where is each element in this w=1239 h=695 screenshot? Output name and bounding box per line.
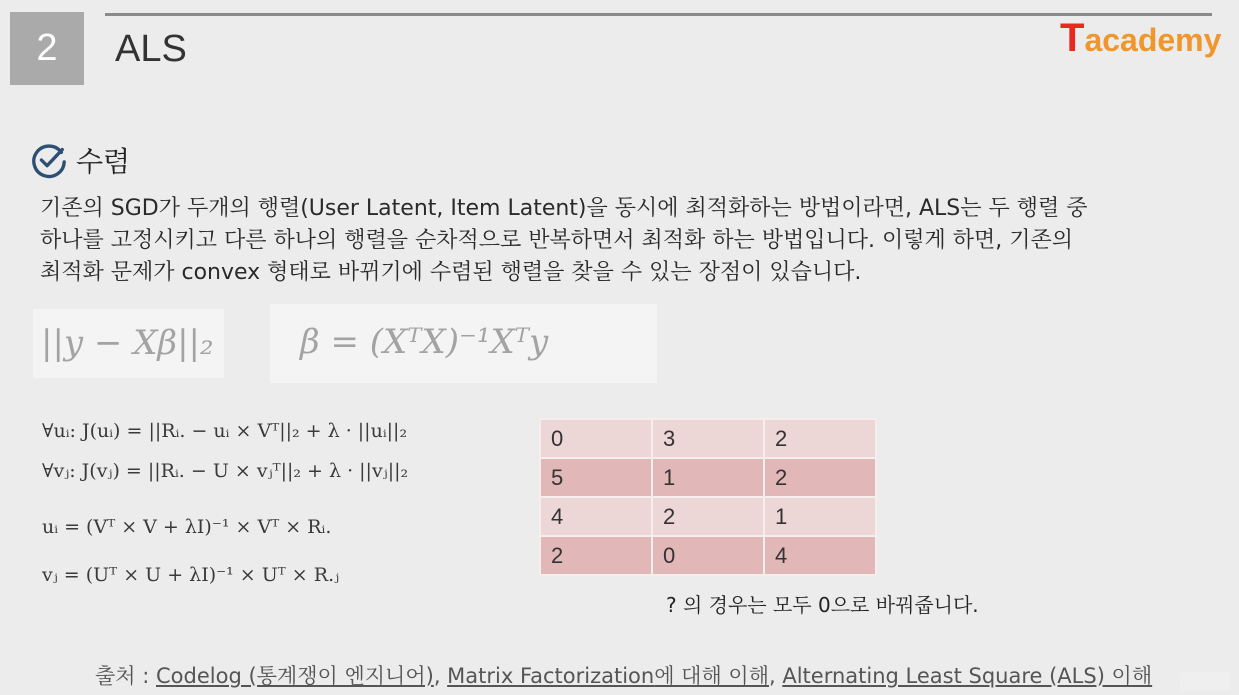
table-row xyxy=(540,419,876,458)
matrix-cell: 5 xyxy=(540,458,652,497)
paragraph-line: 기존의 SGD가 두개의 행렬(User Latent, Item Latent)을 동시에 최적화하는 방법이라면, ALS는 두 행렬 중 xyxy=(40,196,1088,221)
cost-function-u: ∀uᵢ: J(uᵢ) = ||Rᵢ. − uᵢ × Vᵀ||₂ + λ · ||uᵢ||₂ xyxy=(42,420,408,442)
matrix-cell: 0 xyxy=(652,536,764,575)
matrix-cell: 3 xyxy=(652,419,764,458)
section-title: 수렴 xyxy=(76,145,131,178)
source-link-codelog[interactable]: Codelog (통계쟁이 엔지니어) xyxy=(156,664,434,688)
matrix-cell: 2 xyxy=(764,419,876,458)
table-row xyxy=(540,536,876,575)
matrix-cell: 0 xyxy=(540,419,652,458)
section-heading xyxy=(30,140,130,180)
corner-badge xyxy=(1180,672,1230,690)
matrix-cell: 2 xyxy=(652,497,764,536)
description-paragraph xyxy=(40,193,1220,289)
matrix-cell: 2 xyxy=(540,536,652,575)
norm-equation-box xyxy=(33,309,224,378)
source-link-mf-suffix[interactable]: 에 대해 이해 xyxy=(654,664,769,688)
source-citation xyxy=(95,660,1152,690)
check-circle-icon xyxy=(30,141,68,179)
update-rule-u: uᵢ = (Vᵀ × V + λI)⁻¹ × Vᵀ × Rᵢ. xyxy=(42,516,332,538)
logo-text: academy xyxy=(1084,22,1222,58)
slide-number: 2 xyxy=(10,12,84,85)
top-divider xyxy=(105,13,1212,16)
matrix-cell: 1 xyxy=(652,458,764,497)
table-row xyxy=(540,497,876,536)
source-link-mf[interactable]: Matrix Factorization xyxy=(447,664,655,688)
tacademy-logo xyxy=(1060,16,1221,61)
cost-function-v: ∀vⱼ: J(vⱼ) = ||Rᵢ. − U × vⱼᵀ||₂ + λ · ||vⱼ||₂ xyxy=(42,460,409,482)
matrix-cell: 4 xyxy=(540,497,652,536)
matrix-note: ? 의 경우는 모두 0으로 바꿔줍니다. xyxy=(666,593,979,617)
solution-equation-box xyxy=(270,304,657,383)
slide-title: ALS xyxy=(115,28,187,70)
source-separator: , xyxy=(433,664,448,688)
paragraph-line: 최적화 문제가 convex 형태로 바뀌기에 수렴된 행렬을 찾을 수 있는 장점이 있습니다. xyxy=(40,260,862,285)
source-separator: , xyxy=(768,664,783,688)
source-link-als[interactable]: Alternating Least Square (ALS) 이해 xyxy=(782,664,1153,688)
matrix-cell: 4 xyxy=(764,536,876,575)
matrix-cell: 2 xyxy=(764,458,876,497)
matrix-cell: 1 xyxy=(764,497,876,536)
paragraph-line: 하나를 고정시키고 다른 하나의 행렬을 순차적으로 반복하면서 최적화 하는 방법입니다. 이렇게 하면, 기존의 xyxy=(40,228,1073,253)
update-rule-v: vⱼ = (Uᵀ × U + λI)⁻¹ × Uᵀ × R.ⱼ xyxy=(42,564,340,586)
source-prefix: 출처 : xyxy=(95,664,156,688)
norm-equation: ||y − Xβ||₂ xyxy=(41,323,214,363)
rating-matrix xyxy=(539,418,877,576)
solution-equation: β = (XᵀX)⁻¹Xᵀy xyxy=(300,322,549,362)
logo-t: T xyxy=(1060,16,1085,60)
table-row xyxy=(540,458,876,497)
